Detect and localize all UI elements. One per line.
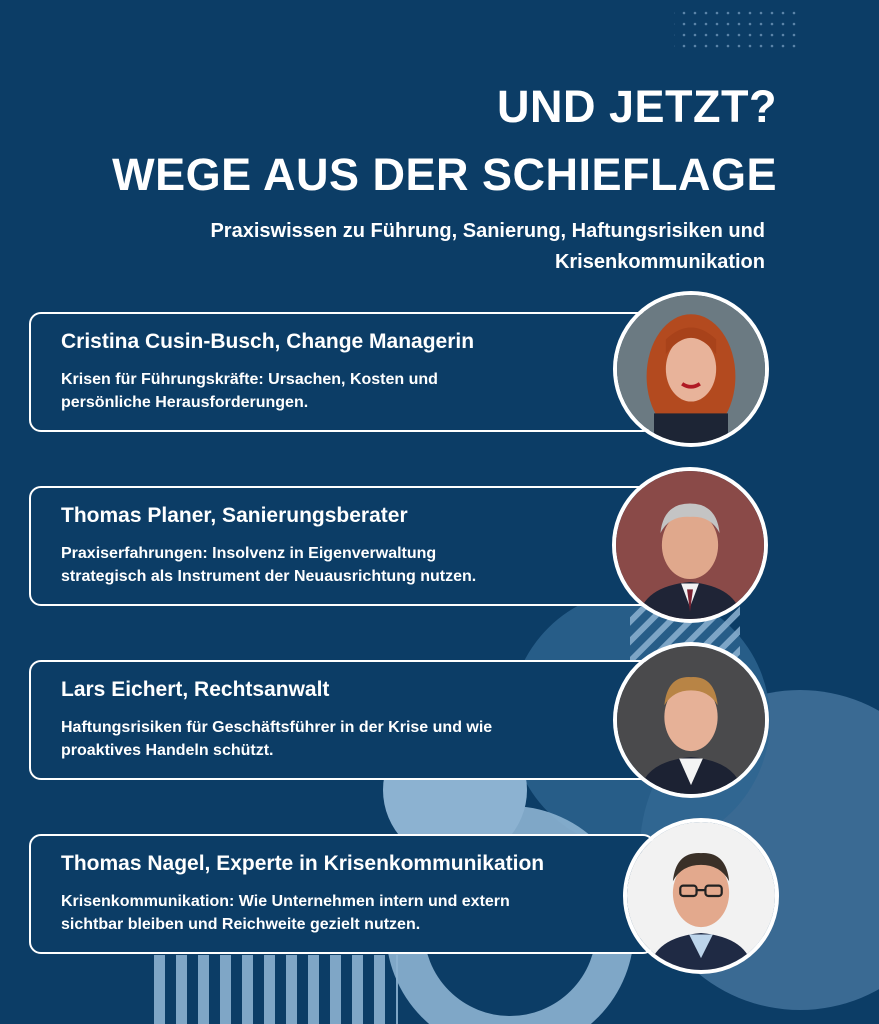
topic-line-1: Krisen für Führungskräfte: Ursachen, Kosten und	[61, 371, 438, 388]
avatar-nagel	[623, 818, 779, 974]
avatar-cusin-busch	[613, 291, 769, 447]
deco-vertical-stripes	[148, 955, 398, 1024]
topic-line-1: Krisenkommunikation: Wie Unternehmen intern und extern	[61, 893, 510, 910]
topic-line-1: Praxiserfahrungen: Insolvenz in Eigenverwaltung	[61, 545, 437, 562]
speaker-name: Thomas Nagel, Experte in Krisenkommunikation	[61, 852, 545, 875]
subtitle-line-1: Praxiswissen zu Führung, Sanierung, Haftungsrisiken und	[210, 220, 765, 242]
dot-grid	[674, 6, 798, 52]
speaker-name: Thomas Planer, Sanierungsberater	[61, 504, 408, 527]
avatar-eichert	[613, 642, 769, 798]
topic-line-2: strategisch als Instrument der Neuausrichtung nutzen.	[61, 568, 477, 585]
subtitle-line-2: Krisenkommunikation	[554, 251, 765, 273]
speaker-name: Cristina Cusin-Busch, Change Managerin	[61, 330, 475, 353]
subtitle	[45, 216, 765, 278]
topic-line-2: proaktives Handeln schützt.	[61, 742, 274, 759]
speaker-name: Lars Eichert, Rechtsanwalt	[61, 678, 330, 701]
title-line-1: UND JETZT?	[497, 81, 777, 132]
page-title	[112, 80, 777, 202]
speaker-card-cusin-busch	[29, 312, 655, 432]
topic-line-2: sichtbar bleiben und Reichweite gezielt nutzen.	[61, 916, 421, 933]
portrait-woman-red-hair-icon	[617, 295, 765, 443]
speaker-topic	[61, 542, 623, 588]
topic-line-1: Haftungsrisiken für Geschäftsführer in der Krise und wie	[61, 719, 493, 736]
speaker-card-nagel	[29, 834, 655, 954]
portrait-man-grey-hair-icon	[616, 471, 764, 619]
avatar-planer	[612, 467, 768, 623]
speaker-card-planer	[29, 486, 655, 606]
speaker-card-eichert	[29, 660, 655, 780]
title-line-2: WEGE AUS DER SCHIEFLAGE	[112, 149, 777, 200]
speaker-topic	[61, 716, 623, 762]
portrait-man-glasses-icon	[627, 822, 775, 970]
speaker-topic	[61, 368, 623, 414]
topic-line-2: persönliche Herausforderungen.	[61, 394, 309, 411]
portrait-man-blond-icon	[617, 646, 765, 794]
speaker-topic	[61, 890, 623, 936]
